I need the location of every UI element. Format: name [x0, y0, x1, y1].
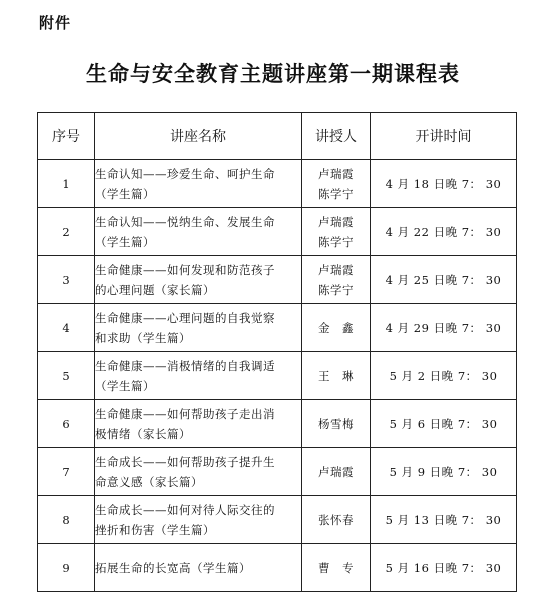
cell-no: 8: [38, 496, 95, 544]
cell-no: 5: [38, 352, 95, 400]
cell-no: 3: [38, 256, 95, 304]
table-row: [38, 448, 517, 496]
lecturer-line-1: 卢瑞霞: [318, 214, 354, 229]
table-row: [38, 256, 517, 304]
table-row: [38, 400, 517, 448]
lecture-name-line-1: 生命健康——心理问题的自我觉察: [95, 310, 275, 325]
cell-lecturer: [302, 160, 371, 208]
lecture-name-line-1: 生命健康——如何发现和防范孩子: [95, 262, 275, 277]
cell-lecturer: [302, 352, 371, 400]
cell-start-time: 4 月 18 日晚 7： 30: [371, 160, 517, 208]
cell-lecturer: [302, 256, 371, 304]
lecturer-line-2: 陈学宁: [318, 234, 354, 249]
attachment-label: 附件: [39, 14, 72, 32]
lecture-name-line-2: 挫折和伤害（学生篇）: [95, 522, 215, 537]
cell-start-time: 5 月 6 日晚 7： 30: [371, 400, 517, 448]
lecturer-line-1: 曹 专: [318, 560, 354, 575]
table-row: [38, 304, 517, 352]
table-row: [38, 352, 517, 400]
cell-lecture-name: [95, 256, 302, 304]
header-start-time: 开讲时间: [371, 113, 517, 160]
cell-lecture-name: [95, 448, 302, 496]
cell-lecturer: [302, 448, 371, 496]
cell-start-time: 5 月 9 日晚 7： 30: [371, 448, 517, 496]
lecture-name-line-2: 命意义感（家长篇）: [95, 474, 203, 489]
lecturer-line-1: 金 鑫: [318, 320, 354, 335]
cell-start-time: 5 月 2 日晚 7： 30: [371, 352, 517, 400]
lecture-name-line-1: 生命健康——消极情绪的自我调适: [95, 358, 275, 373]
cell-lecture-name: [95, 352, 302, 400]
header-lecture-name: 讲座名称: [95, 113, 302, 160]
page-title: 生命与安全教育主题讲座第一期课程表: [86, 62, 460, 86]
lecture-name-line-1: 生命认知——悦纳生命、发展生命: [95, 214, 275, 229]
course-schedule-table: [37, 112, 517, 592]
lecture-name-line-2: （学生篇）: [95, 234, 155, 249]
cell-start-time: 4 月 25 日晚 7： 30: [371, 256, 517, 304]
table-row: [38, 544, 517, 592]
cell-no: 7: [38, 448, 95, 496]
cell-no: 9: [38, 544, 95, 592]
lecturer-line-1: 卢瑞霞: [318, 464, 354, 479]
lecture-name-line-1: 生命成长——如何对待人际交往的: [95, 502, 275, 517]
cell-no: 2: [38, 208, 95, 256]
lecture-name-line-2: 的心理问题（家长篇）: [95, 282, 215, 297]
lecturer-line-1: 卢瑞霞: [318, 166, 354, 181]
lecture-name-line-1: 拓展生命的长宽高（学生篇）: [95, 560, 251, 575]
cell-start-time: 5 月 16 日晚 7： 30: [371, 544, 517, 592]
lecturer-line-1: 王 琳: [318, 368, 354, 383]
cell-lecture-name: [95, 496, 302, 544]
cell-start-time: 5 月 13 日晚 7： 30: [371, 496, 517, 544]
lecture-name-line-2: 和求助（学生篇）: [95, 330, 191, 345]
lecture-name-line-1: 生命认知——珍爱生命、呵护生命: [95, 166, 275, 181]
cell-no: 4: [38, 304, 95, 352]
cell-start-time: 4 月 22 日晚 7： 30: [371, 208, 517, 256]
cell-lecture-name: [95, 400, 302, 448]
lecturer-line-2: 陈学宁: [318, 282, 354, 297]
cell-no: 1: [38, 160, 95, 208]
table-row: [38, 160, 517, 208]
cell-lecturer: [302, 496, 371, 544]
cell-lecture-name: [95, 304, 302, 352]
lecture-name-line-2: （学生篇）: [95, 378, 155, 393]
cell-lecturer: [302, 208, 371, 256]
lecturer-line-1: 卢瑞霞: [318, 262, 354, 277]
cell-lecture-name: [95, 544, 302, 592]
lecture-name-line-2: 极情绪（家长篇）: [95, 426, 191, 441]
table-row: [38, 208, 517, 256]
cell-lecturer: [302, 400, 371, 448]
cell-start-time: 4 月 29 日晚 7： 30: [371, 304, 517, 352]
cell-lecturer: [302, 544, 371, 592]
cell-no: 6: [38, 400, 95, 448]
table-header-row: [38, 113, 517, 160]
lecturer-line-1: 张怀春: [318, 512, 354, 527]
table-row: [38, 496, 517, 544]
lecture-name-line-2: （学生篇）: [95, 186, 155, 201]
cell-lecture-name: [95, 208, 302, 256]
lecture-name-line-1: 生命健康——如何帮助孩子走出消: [95, 406, 275, 421]
lecturer-line-1: 杨雪梅: [318, 416, 354, 431]
cell-lecture-name: [95, 160, 302, 208]
lecture-name-line-1: 生命成长——如何帮助孩子提升生: [95, 454, 275, 469]
lecturer-line-2: 陈学宁: [318, 186, 354, 201]
header-lecturer: 讲授人: [302, 113, 371, 160]
cell-lecturer: [302, 304, 371, 352]
header-no: 序号: [38, 113, 95, 160]
